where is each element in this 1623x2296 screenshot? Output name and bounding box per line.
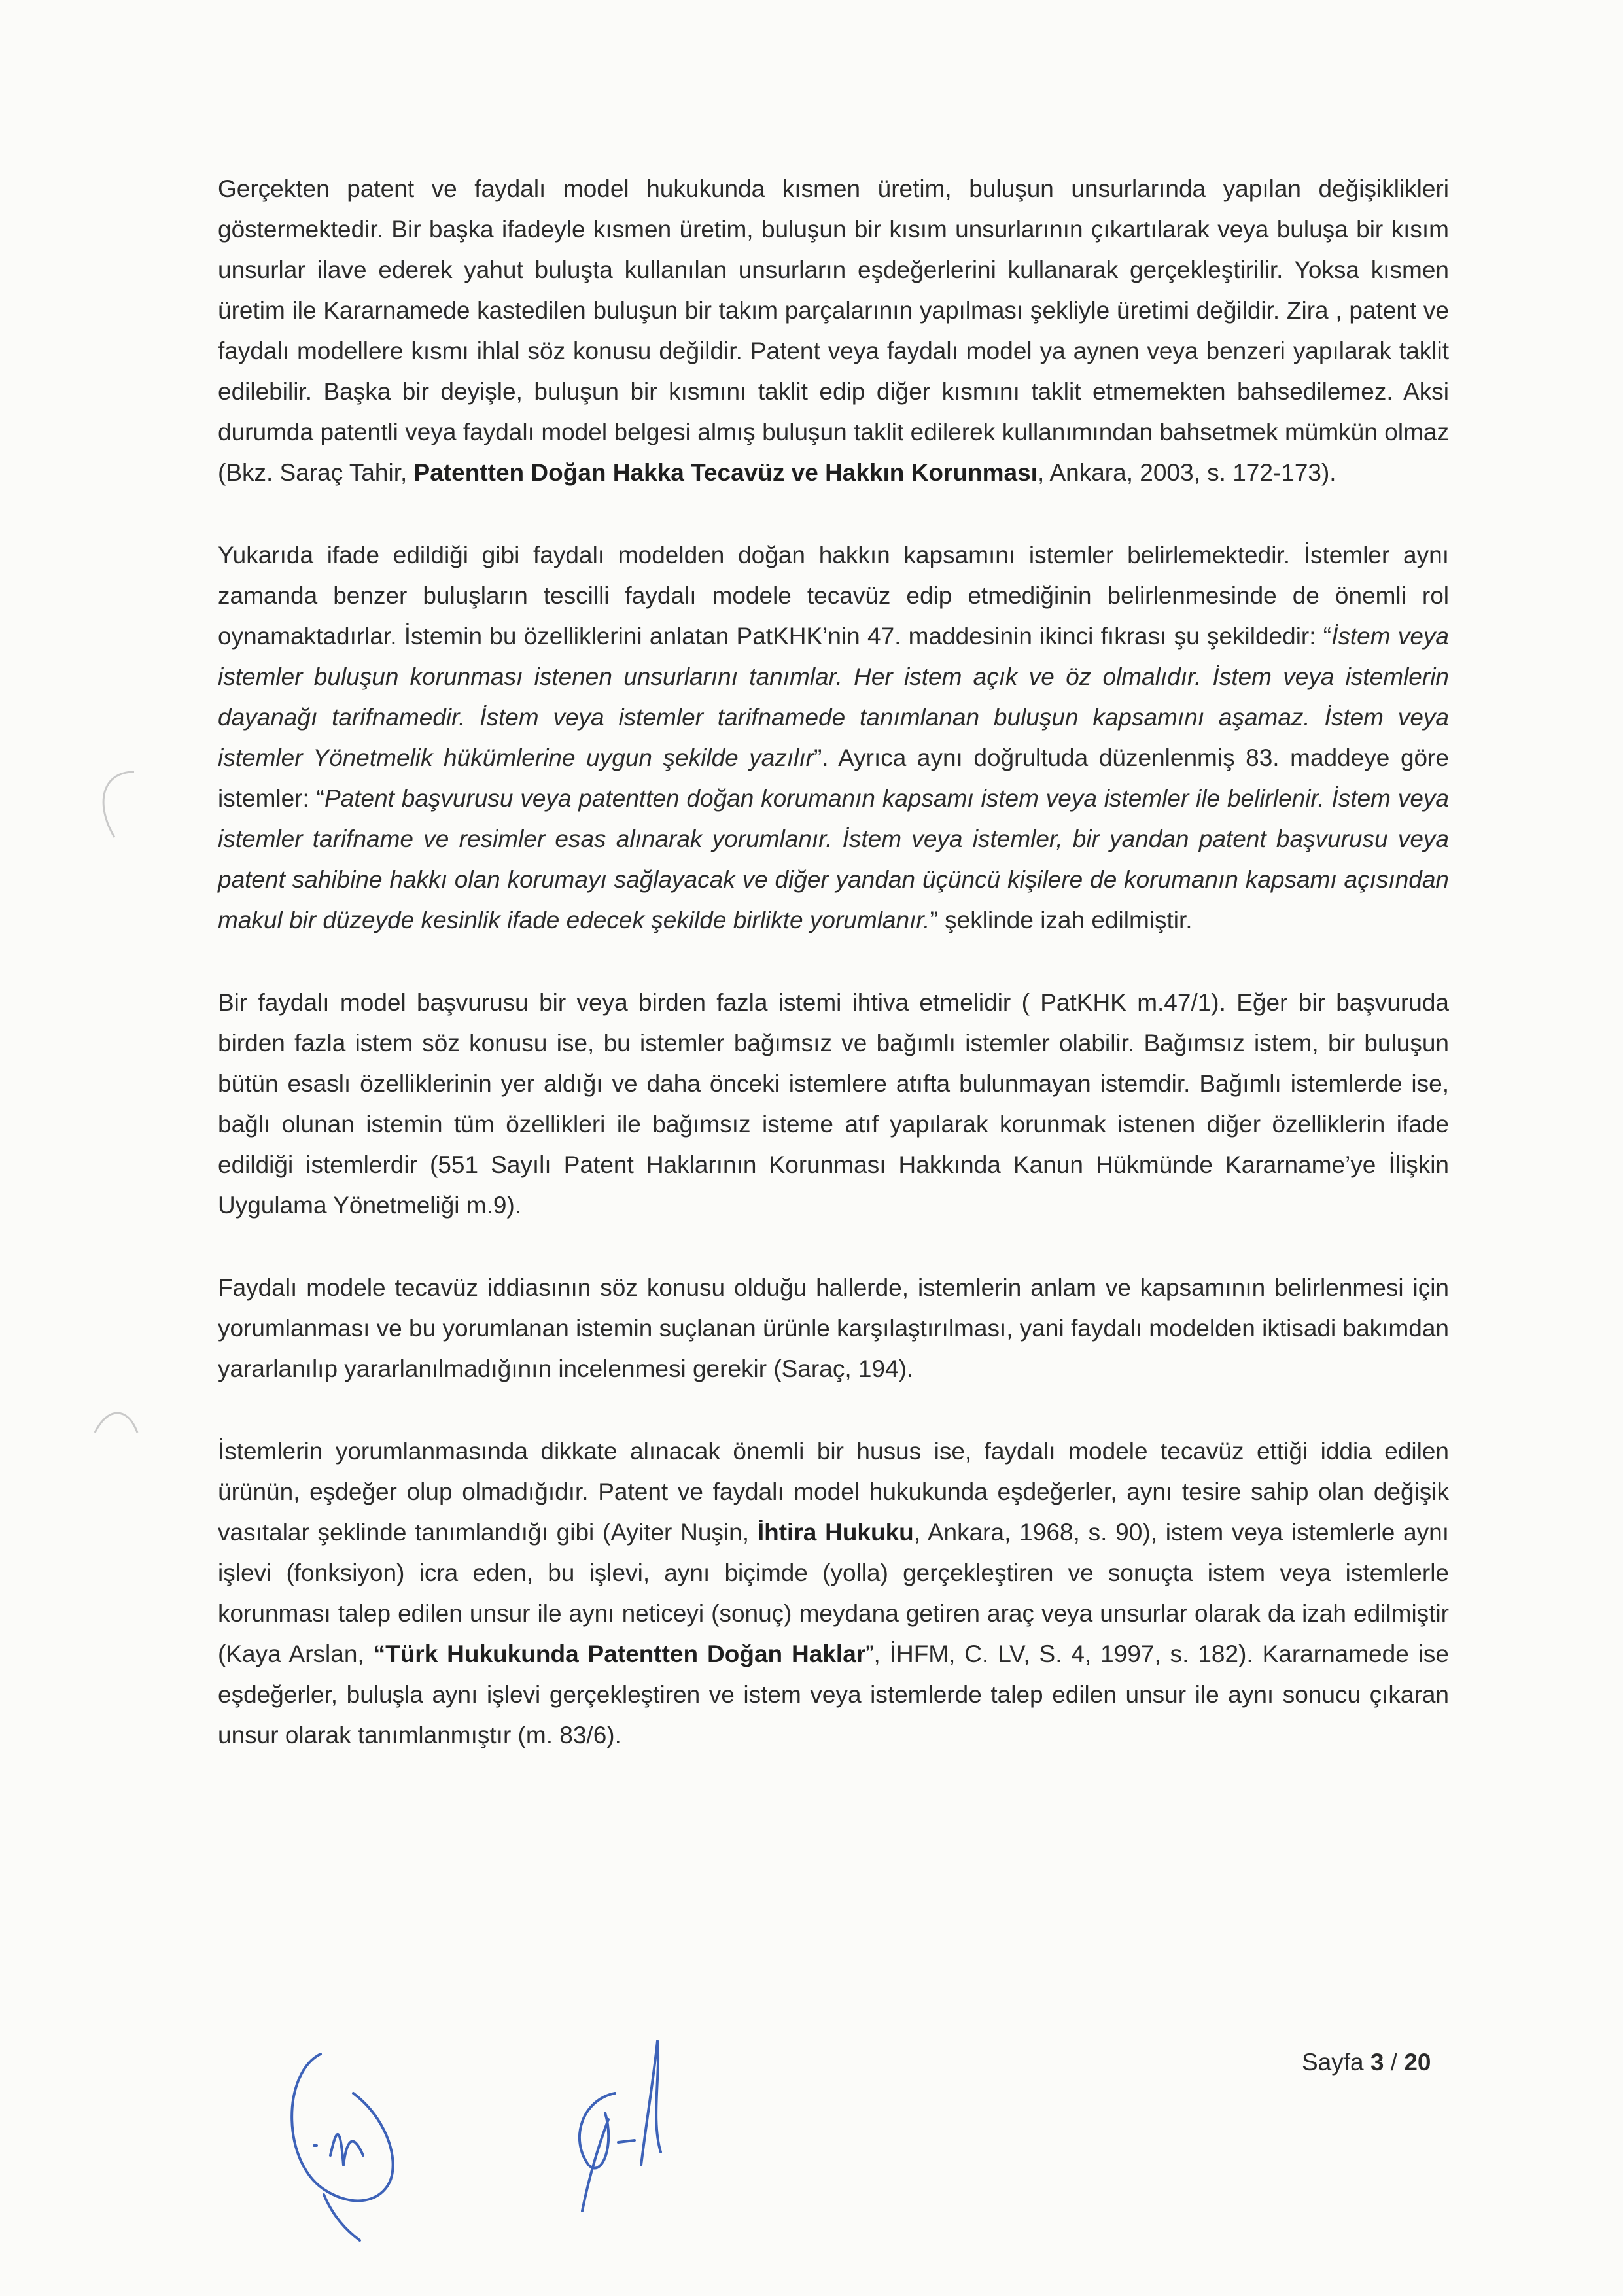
text-run: ”, İHFM, C. LV, S. 4, 1997, s. 182). Kararnamede ise eşdeğerler, buluşla aynı işlevi gerçekleştiren ve istem veya istemlerde talep edilen unsur ile aynı sonucu çıkaran unsur olarak tanımlanmıştır (m. 83/6). <box>218 1641 1449 1748</box>
text-run: ”. Ayrıca aynı doğrultuda düzenlenmiş 83. maddeye göre istemler: “ <box>218 744 1449 812</box>
text-run: “Türk Hukukunda Patentten Doğan Haklar <box>373 1641 866 1667</box>
text-run: , Ankara, 2003, s. 172-173). <box>1037 459 1336 486</box>
total-page-count: 20 <box>1404 2049 1431 2076</box>
text-run: ” şeklinde izah edilmiştir. <box>930 907 1193 933</box>
page-separator: / <box>1384 2049 1405 2076</box>
page-label: Sayfa <box>1302 2049 1370 2076</box>
punch-hole-mark-bottom <box>88 1406 141 1485</box>
text-run: , Ankara, 1968, s. 90), istem veya istemlerle aynı işlevi (fonksiyon) icra eden, bu işlevi, aynı biçimde (yolla) gerçekleştiren ve sonuçta istem veya istemlerle korunması talep edilen unsur ile aynı neticeyi (sonuç) meydana getiren araç veya unsurlar olarak da izah edilmiştir (Kaya Arslan, <box>218 1519 1450 1667</box>
paragraph-1 <box>218 169 1449 493</box>
paragraph-2 <box>218 535 1449 941</box>
punch-hole-mark-top <box>88 765 141 844</box>
text-run: İstem veya istemler buluşun korunması istenen unsurlarını tanımlar. Her istem açık ve öz olmalıdır. İstem veya istemlerin dayanağı tarifnamedir. İstem veya istemler tarifnamede tanımlanan buluşun kapsamını aşamaz. İstem veya istemler Yönetmelik hükümlerine uygun şekilde yazılır <box>218 623 1449 771</box>
text-run: Patentten Doğan Hakka Tecavüz ve Hakkın Korunması <box>413 459 1038 486</box>
paragraph-3 <box>218 983 1449 1226</box>
text-run: Patent başvurusu veya patentten doğan korumanın kapsamı istem veya istemler ile belirlenir. İstem veya istemler tarifname ve resimler esas alınarak yorumlanır. İstem veya istemler, bir yandan patent başvurusu veya patent sahibine hakkı olan korumayı sağlayacak ve diğer yandan üçüncü kişilere de korumanın kapsamı açısından makul bir düzeyde kesinlik ifade edecek şekilde birlikte yorumlanır. <box>218 785 1449 933</box>
text-run: İhtira Hukuku <box>757 1519 914 1546</box>
text-run: İstemlerin yorumlanmasında dikkate alınacak önemli bir husus ise, faydalı modele tecavüz ettiği iddia edilen ürünün, eşdeğer olup olmadığıdır. Patent ve faydalı model hukukunda eşdeğerler, aynı tesire sahip olan değişik vasıtalar şeklinde tanımlandığı gibi (Ayiter Nuşin, <box>218 1438 1449 1546</box>
page-number-footer <box>1302 2049 1431 2076</box>
paragraph-4 <box>218 1268 1449 1389</box>
current-page-number: 3 <box>1370 2049 1384 2076</box>
paragraph-5 <box>218 1431 1449 1756</box>
text-run: Bir faydalı model başvurusu bir veya birden fazla istemi ihtiva etmelidir ( PatKHK m.47/1). Eğer bir başvuruda birden fazla istem söz konusu ise, bu istemler bağımsız ve bağımlı istemler olabilir. Bağımsız istem, bir buluşun bütün esaslı özelliklerinin yer aldığı ve daha önceki istemlere atıfta bulunmayan istemdir. Bağımlı istemlerde ise, bağlı olunan istemin tüm özellikleri ile bağımsız isteme atıf yapılarak korunmak istenen diğer özelliklerin ifade edildiği istemlerdir (551 Sayılı Patent Haklarının Korunması Hakkında Kanun Hükmünde Kararname’ye İlişkin Uygulama Yönetmeliği m.9). <box>218 989 1449 1219</box>
text-run: Yukarıda ifade edildiği gibi faydalı modelden doğan hakkın kapsamını istemler belirlemektedir. İstemler aynı zamanda benzer buluşların tescilli faydalı modele tecavüz edip etmediğinin belirlenmesinde de önemli rol oynamaktadırlar. İstemin bu özelliklerini anlatan PatKHK’nin 47. maddesinin ikinci fıkrası şu şekildedir: “ <box>218 542 1449 650</box>
handwritten-initials <box>275 2015 733 2250</box>
text-run: Gerçekten patent ve faydalı model hukukunda kısmen üretim, buluşun unsurlarında yapılan değişiklikleri göstermektedir. Bir başka ifadeyle kısmen üretim, buluşun bir kısım unsurlarının çıkartılarak veya buluşa bir kısım unsurlar ilave ederek yahut buluşta kullanılan unsurların eşdeğerlerini kullanarak gerçekleştirilir. Yoksa kısmen üretim ile Kararnamede kastedilen buluşun bir takım parçalarının yapılması şekliyle üretimi değildir. Zira , patent ve faydalı modellere kısmı ihlal söz konusu değildir. Patent veya faydalı model ya aynen veya benzeri yapılarak taklit edilebilir. Başka bir deyişle, buluşun bir kısmını taklit edip diğer kısmını taklit etmemekten bahsedilemez. Aksi durumda patentli veya faydalı model belgesi almış buluşun taklit edilerek kullanımından bahsetmek mümkün olmaz (Bkz. Saraç Tahir, <box>218 175 1449 486</box>
text-run: Faydalı modele tecavüz iddiasının söz konusu olduğu hallerde, istemlerin anlam ve kapsamının belirlenmesi için yorumlanması ve bu yorumlanan istemin suçlanan ürünle karşılaştırılması, yani faydalı modelden iktisadi bakımdan yararlanılıp yararlanılmadığının incelenmesi gerekir (Saraç, 194). <box>218 1274 1449 1382</box>
document-body <box>218 169 1449 1798</box>
